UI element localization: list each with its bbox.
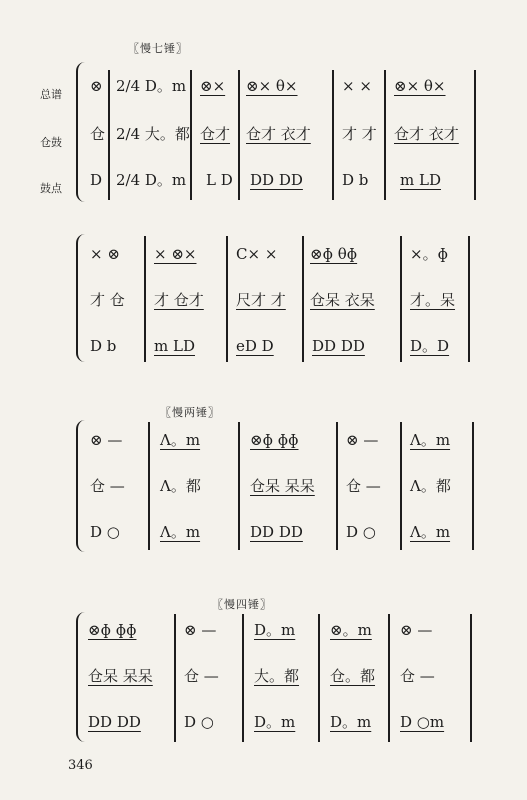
measure: 2/4 D。m	[116, 171, 187, 189]
barline	[108, 70, 110, 200]
gong-row	[0, 116, 527, 152]
measure: ⊗× θ×	[394, 77, 446, 95]
drum-row	[0, 328, 527, 364]
measure: ⊗ɸ θɸ	[310, 245, 358, 263]
measure: 才。呆	[410, 291, 456, 309]
barline	[148, 422, 150, 550]
measure: D ○m	[400, 713, 445, 731]
measure: 仓呆 呆呆	[88, 667, 153, 685]
score-row	[0, 612, 527, 648]
measure: ⊗× θ×	[246, 77, 298, 95]
measure: 才 仓	[90, 291, 125, 309]
drum-row	[0, 704, 527, 740]
measure: Λ。m	[160, 523, 201, 541]
measure: 仓才	[200, 125, 231, 143]
measure: ⊗	[90, 77, 103, 95]
system-3	[0, 404, 527, 554]
score-row	[0, 422, 527, 458]
barline	[472, 422, 474, 550]
section-heading: 〖慢两锤〗	[160, 406, 220, 419]
measure: 尺才 才	[236, 291, 286, 309]
measure: ⊗。m	[330, 621, 372, 639]
score-row	[0, 68, 527, 104]
measure: 仓才 衣才	[394, 125, 459, 143]
measure: D b	[342, 171, 369, 189]
measure: × ×	[342, 77, 372, 95]
measure: DD DD	[88, 713, 141, 731]
measure: D ○	[346, 523, 376, 541]
measure: L D	[206, 171, 233, 189]
measure: DD DD	[312, 337, 365, 355]
section-heading: 〖慢四锤〗	[212, 598, 272, 611]
barline	[318, 614, 320, 742]
barline	[174, 614, 176, 742]
barline	[384, 70, 386, 200]
barline	[336, 422, 338, 550]
measure: D。D	[410, 337, 450, 355]
measure: D。m	[330, 713, 372, 731]
measure: ⊗ —	[400, 621, 433, 639]
barline	[190, 70, 192, 200]
barline	[302, 236, 304, 362]
barline	[238, 422, 240, 550]
system-1	[0, 40, 527, 200]
measure: DD DD	[250, 523, 303, 541]
system-2	[0, 228, 527, 368]
gong-row	[0, 282, 527, 318]
measure: × ⊗	[90, 245, 120, 263]
measure: m LD	[400, 171, 441, 189]
barline	[144, 236, 146, 362]
drum-row	[0, 514, 527, 550]
measure: 2/4 大。都	[116, 125, 190, 143]
measure: D ○	[90, 523, 120, 541]
barline	[470, 614, 472, 742]
measure: ×。ɸ	[410, 245, 448, 263]
measure: Λ。m	[160, 431, 201, 449]
measure: 仓	[90, 125, 106, 143]
barline	[474, 70, 476, 200]
measure: 仓 —	[90, 477, 125, 495]
score-row	[0, 236, 527, 272]
measure: 才 仓才	[154, 291, 204, 309]
measure: D	[90, 171, 103, 189]
measure: Λ。都	[410, 477, 451, 495]
measure: m LD	[154, 337, 195, 355]
measure: ⊗ —	[346, 431, 379, 449]
measure: ⊗ —	[90, 431, 123, 449]
measure: 仓呆 衣呆	[310, 291, 375, 309]
barline	[468, 236, 470, 362]
measure: D。m	[254, 713, 296, 731]
measure: D。m	[254, 621, 296, 639]
measure: C× ×	[236, 245, 278, 263]
measure: Λ。m	[410, 431, 451, 449]
measure: ⊗ɸ ɸɸ	[88, 621, 137, 639]
measure: × ⊗×	[154, 245, 197, 263]
measure: D ○	[184, 713, 214, 731]
row-label-gong: 仓鼓	[40, 136, 62, 149]
page-number: 346	[68, 758, 93, 773]
row-label-score: 总谱	[40, 88, 62, 101]
barline	[242, 614, 244, 742]
gong-row	[0, 468, 527, 504]
drum-row	[0, 162, 527, 198]
measure: 仓呆 呆呆	[250, 477, 315, 495]
barline	[226, 236, 228, 362]
measure: 仓 —	[184, 667, 219, 685]
measure: Λ。m	[410, 523, 451, 541]
measure: ⊗ɸ ɸɸ	[250, 431, 299, 449]
gong-row	[0, 658, 527, 694]
barline	[400, 422, 402, 550]
barline	[238, 70, 240, 200]
row-label-drum: 鼓点	[40, 182, 62, 195]
measure: eD D	[236, 337, 274, 355]
measure: 仓 —	[346, 477, 381, 495]
measure: 大。都	[254, 667, 300, 685]
measure: 仓 —	[400, 667, 435, 685]
barline	[388, 614, 390, 742]
measure: 才 才	[342, 125, 377, 143]
measure: ⊗×	[200, 77, 226, 95]
barline	[400, 236, 402, 362]
measure: Λ。都	[160, 477, 201, 495]
measure: 仓才 衣才	[246, 125, 311, 143]
measure: DD DD	[250, 171, 303, 189]
section-heading: 〖慢七锤〗	[128, 42, 188, 55]
system-4	[0, 596, 527, 746]
barline	[332, 70, 334, 200]
measure: 仓。都	[330, 667, 376, 685]
measure: 2/4 D。m	[116, 77, 187, 95]
measure: ⊗ —	[184, 621, 217, 639]
measure: D b	[90, 337, 117, 355]
